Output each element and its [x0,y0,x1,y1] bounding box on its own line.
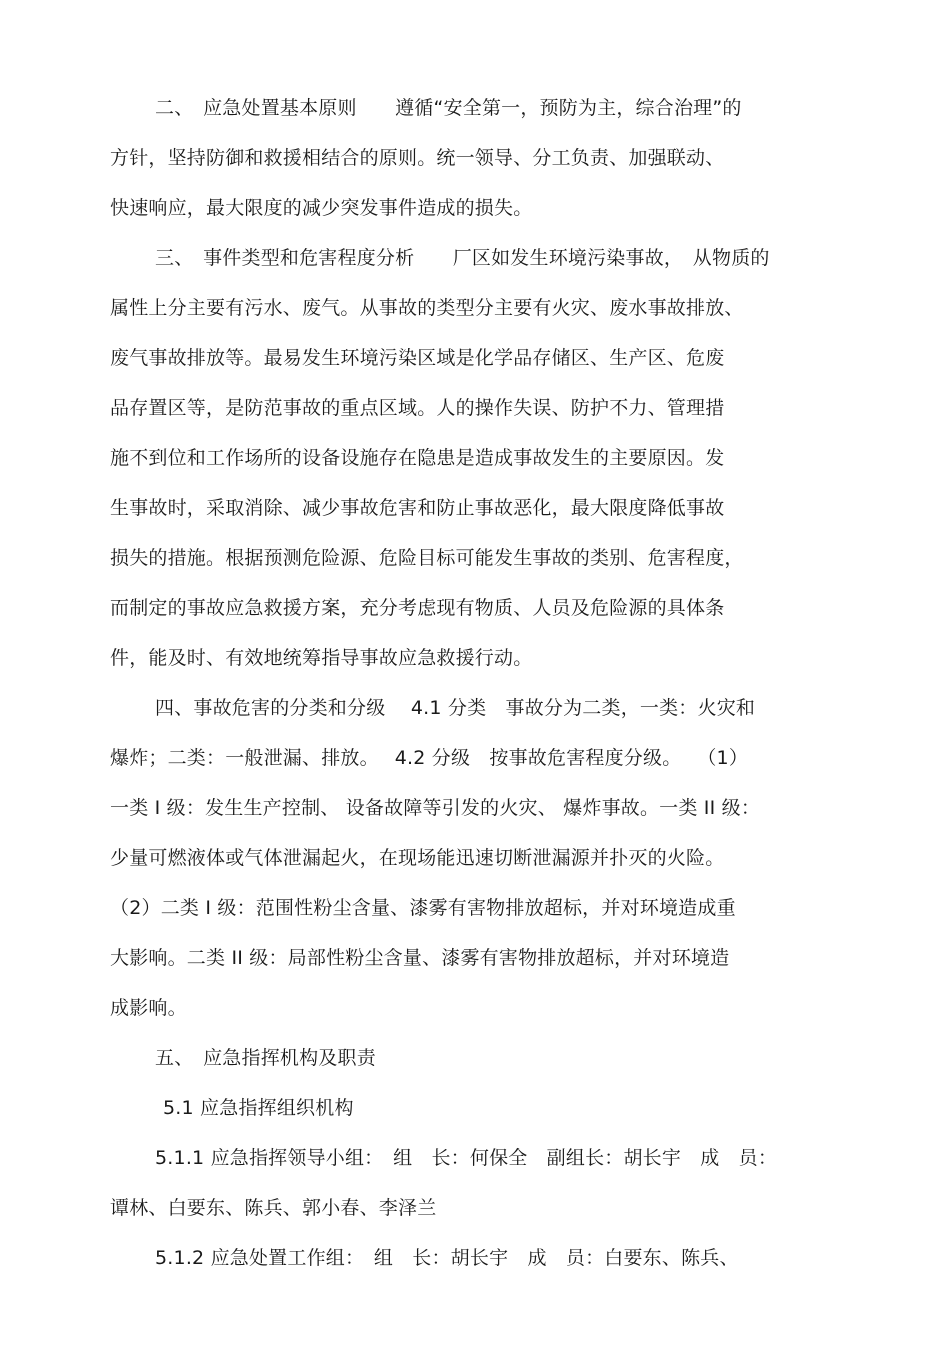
text-line: 大影响。二类 II 级：局部性粉尘含量、漆雾有害物排放超标，并对环境造 [110,947,730,969]
text-line: 品存置区等，是防范事故的重点区域。人的操作失误、防护不力、管理措 [110,397,725,419]
text-line: 谭林、白要东、陈兵、郭小春、李泽兰 [110,1197,437,1219]
text-line: 废气事故排放等。最易发生环境污染区域是化学品存储区、生产区、危废 [110,347,725,369]
text-line: 快速响应，最大限度的减少突发事件造成的损失。 [110,197,533,219]
subsection-heading: 5.1 应急指挥组织机构 [163,1097,354,1119]
text-line: 属性上分主要有污水、废气。从事故的类型分主要有火灾、废水事故排放、 [110,297,744,319]
text-line: 生事故时，采取消除、减少事故危害和防止事故恶化，最大限度降低事故 [110,497,725,519]
text-line: 少量可燃液体或气体泄漏起火，在现场能迅速切断泄漏源并扑灭的火险。 [110,847,725,869]
text-line: 施不到位和工作场所的设备设施存在隐患是造成事故发生的主要原因。发 [110,447,725,469]
text-line: 成影响。 [110,997,187,1019]
text-line: 四、事故危害的分类和分级 4.1 分类 事故分为二类，一类：火灾和 [155,697,756,719]
text-line: 爆炸；二类：一般泄漏、排放。 4.2 分级 按事故危害程度分级。 （1） [110,747,749,769]
text-line: 一类 I 级：发生生产控制、 设备故障等引发的火灾、 爆炸事故。一类 II 级： [110,797,761,819]
text-line: 件，能及时、有效地统筹指导事故应急救援行动。 [110,647,533,669]
text-line: 5.1.2 应急处置工作组： 组 长：胡长宇 成 员：白要东、陈兵、 [155,1247,739,1269]
text-line: （2）二类 I 级：范围性粉尘含量、漆雾有害物排放超标，并对环境造成重 [110,897,736,919]
text-line: 5.1.1 应急指挥领导小组： 组 长：何保全 副组长：胡长宇 成 员： [155,1147,778,1169]
text-line: 二、 应急处置基本原则 遵循“安全第一，预防为主，综合治理”的 [155,97,742,119]
text-line: 方针，坚持防御和救援相结合的原则。统一领导、分工负责、加强联动、 [110,147,725,169]
text-line: 而制定的事故应急救援方案，充分考虑现有物质、人员及危险源的具体条 [110,597,725,619]
text-line: 三、 事件类型和危害程度分析 厂区如发生环境污染事故， 从物质的 [155,247,770,269]
text-line: 损失的措施。根据预测危险源、危险目标可能发生事故的类别、危害程度， [110,547,744,569]
section-heading: 五、 应急指挥机构及职责 [155,1047,376,1069]
